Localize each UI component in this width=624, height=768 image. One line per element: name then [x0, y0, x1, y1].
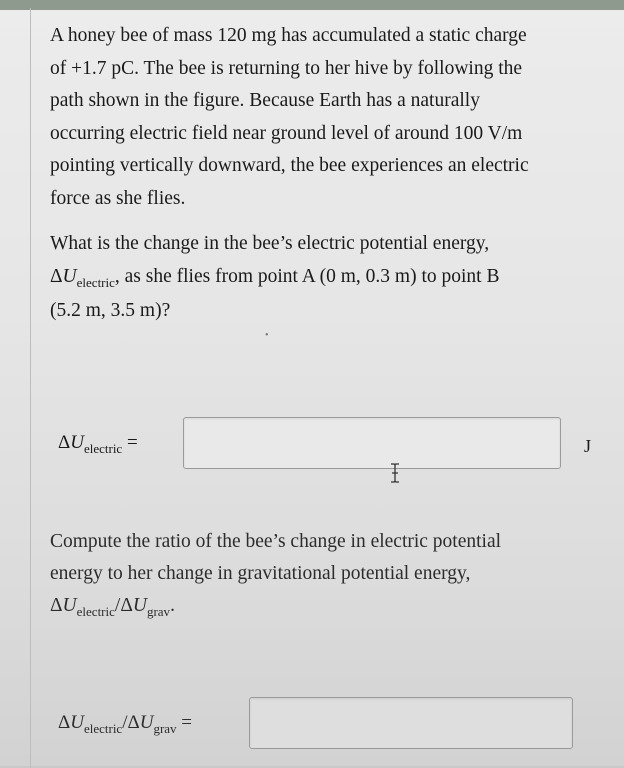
- problem-line: occurring electric field near ground level of around 100 V/m: [50, 122, 523, 144]
- question-2-line3: [50, 590, 600, 623]
- problem-line: force as she flies.: [50, 187, 186, 209]
- u-symbol: U: [62, 595, 77, 616]
- card-edge: [30, 8, 31, 768]
- question-1-line1: What is the change in the bee’s electric potential energy,: [50, 233, 490, 254]
- separator-dot: •: [265, 330, 269, 341]
- problem-line: A honey bee of mass 120 mg has accumulated a static charge: [50, 25, 527, 46]
- question-1-line2-text: , as she flies from point A (0 m, 0.3 m) to point B: [114, 266, 500, 287]
- ratio-input[interactable]: [249, 697, 573, 749]
- question-2-line1: Compute the ratio of the bee’s change in electric potential: [50, 531, 502, 552]
- slash: /: [114, 595, 121, 616]
- subscript-grav: grav: [146, 604, 171, 619]
- problem-line: of +1.7 pC. The bee is returning to her hive by following the: [50, 57, 523, 79]
- problem-line: pointing vertically downward, the bee experiences an electric: [50, 155, 529, 176]
- delta-symbol: Δ: [127, 712, 140, 733]
- subscript-electric: electric: [83, 721, 123, 736]
- delta-u-electric-input[interactable]: [183, 417, 561, 469]
- top-strip: [0, 0, 624, 10]
- text-cursor-icon: [388, 463, 402, 483]
- equals-sign: =: [176, 712, 193, 733]
- answer-2-label: [58, 712, 192, 734]
- u-symbol: U: [132, 595, 147, 616]
- subscript-electric: electric: [76, 275, 115, 290]
- delta-symbol: Δ: [50, 266, 63, 287]
- u-symbol: U: [139, 712, 154, 733]
- question-1-line3: (5.2 m, 3.5 m)?: [50, 300, 171, 321]
- unit-label: J: [584, 436, 592, 456]
- equals-sign: =: [122, 432, 138, 453]
- u-symbol: U: [70, 432, 84, 453]
- u-symbol: U: [70, 712, 84, 733]
- period: .: [170, 595, 175, 616]
- delta-symbol: Δ: [50, 595, 63, 616]
- question-2-line2: energy to her change in gravitational potential energy,: [50, 563, 471, 584]
- question-2: [50, 526, 600, 623]
- delta-symbol: Δ: [120, 595, 133, 616]
- question-1: [50, 227, 600, 327]
- delta-symbol: Δ: [58, 432, 71, 453]
- subscript-electric: electric: [83, 441, 123, 456]
- slash: /: [122, 712, 128, 733]
- answer-1-label: [58, 432, 138, 454]
- problem-line: path shown in the figure. Because Earth has a naturally: [50, 90, 480, 111]
- subscript-grav: grav: [153, 721, 177, 736]
- subscript-electric: electric: [76, 604, 115, 619]
- delta-symbol: Δ: [58, 712, 71, 733]
- question-1-line2: [50, 260, 600, 294]
- problem-statement: [50, 20, 600, 215]
- u-symbol: U: [62, 266, 77, 287]
